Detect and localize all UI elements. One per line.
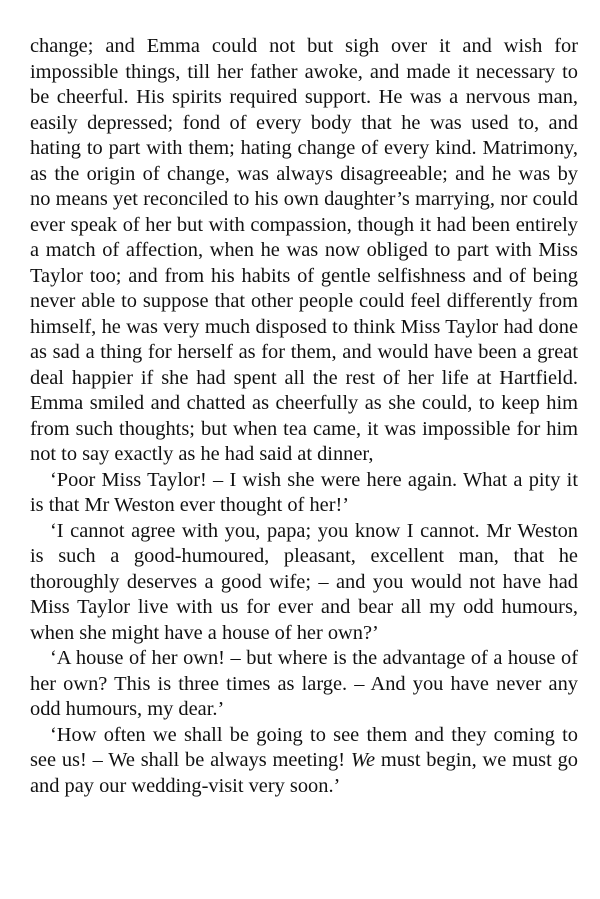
paragraph-2: ‘Poor Miss Taylor! – I wish she were here again. What a pity it is that Mr Weston ever thought of her!’	[30, 468, 578, 516]
paragraph-1: change; and Emma could not but sigh over it and wish for impossible things, till her father awoke, and made it necessary to be cheerful. His spirits required support. He was a nervous man, easily depressed; fond of every body that he was used to, and hating to part with them; hating change of every kind. Matrimony, as the origin of change, was always disagreeable; and he was by no means yet reconciled to his own daughter’s marrying, nor could ever speak of her but with compassion, though it had been entirely a match of affection, when he was now obliged to part with Miss Taylor too; and from his habits of gentle selfishness and of being never able to suppose that other people could feel differently from himself, he was very much disposed to think Miss Taylor had done as sad a thing for herself as for them, and would have been a great deal happier if she had spent all the rest of her life at Hartfield. Emma smiled and chatted as cheerfully as she could, to keep him from such thoughts; but when tea came, it was impossible for him not to say exactly as he had said at dinner,	[30, 35, 578, 465]
paragraph-4: ‘A house of her own! – but where is the advantage of a house of her own? This is three times as large. – And you have never any odd humours, my dear.’	[30, 647, 578, 720]
book-page	[30, 34, 578, 799]
paragraph-5-text-after: must begin, we must go and pay our wedding-visit very soon.’	[30, 749, 578, 797]
paragraph-3: ‘I cannot agree with you, papa; you know I cannot. Mr Weston is such a good-humoured, pleasant, excellent man, that he thoroughly deserves a good wife; – and you would not have had Miss Taylor live with us for ever and bear all my odd humours, when she might have a house of her own?’	[30, 519, 578, 644]
paragraph-5	[30, 723, 578, 800]
paragraph-5-text-before: ‘How often we shall be going to see them and they coming to see us! – We shall be always meeting!	[30, 723, 578, 771]
paragraph-5-italic-word: We	[350, 749, 376, 771]
